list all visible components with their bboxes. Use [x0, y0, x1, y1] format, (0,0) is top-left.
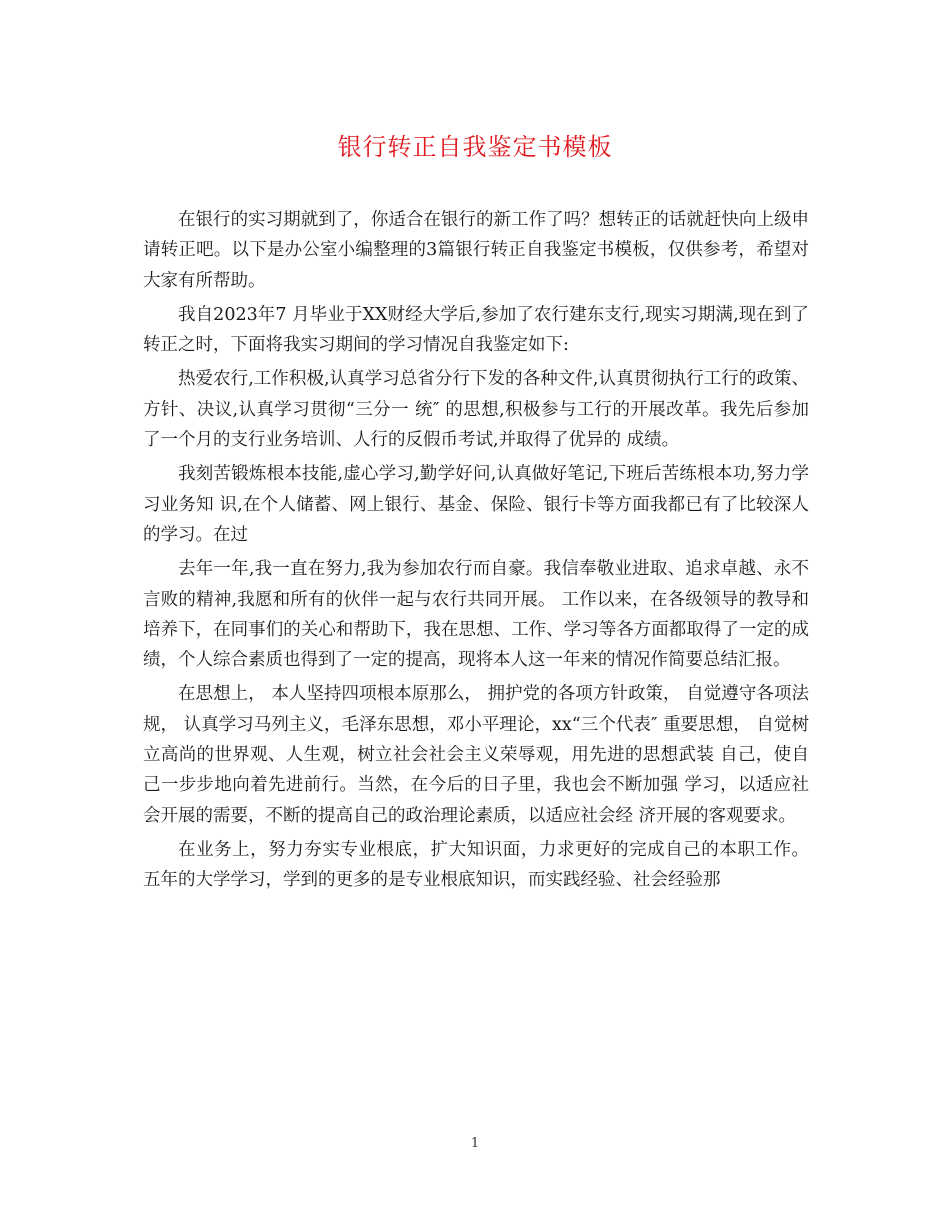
paragraph-skills: 我刻苦锻炼根本技能,虚心学习,勤学好问,认真做好笔记,下班后苦练根本功,努力学习业务知 识,在个人储蓄、网上银行、基金、保险、银行卡等方面我都已有了比较深人的学习。在过 — [143, 464, 809, 545]
paragraph-attitude: 热爱农行,工作积极,认真学习总省分行下发的各种文件,认真贯彻执行工行的政策、方针、决议,认真学习贯彻“三分一 统″ 的思想,积极参与工行的开展改革。我先后参加了一个月的支行业务培训、人行的反假币考试,并取得了优异的 成绩。 — [143, 369, 809, 451]
paragraph-graduation: 我自2023年7 月毕业于XX财经大学后,参加了农行建东支行,现实习期满,现在到了转正之时，下面将我实习期间的学习情况自我鉴定如下: — [143, 304, 809, 356]
paragraph-past-year: 去年一年,我一直在努力,我为参加农行而自豪。我信奉敬业进取、追求卓越、永不言败的精神,我愿和所有的伙伴一起与农行共同开展。 工作以来，在各级领导的教导和培养下，在同事们的关心和帮助下，我在思想、工作、学习等各方面都取得了一定的成绩，个人综合素质也得到了一定的提高，现将本人这一年来的情况作简要总结汇报。 — [143, 559, 809, 671]
page-number: 1 — [470, 1136, 480, 1151]
paragraph-business: 在业务上，努力夯实专业根底，扩大知识面，力求更好的完成自己的本职工作。 五年的大学学习，学到的更多的是专业根底知识，而实践经验、社会经验那 — [143, 839, 809, 891]
paragraph-intro: 在银行的实习期就到了，你适合在银行的新工作了吗？想转正的话就赶快向上级申请转正吧。以下是办公室小编整理的3篇银行转正自我鉴定书模板，仅供参考，希望对大家有所帮助。 — [143, 210, 809, 291]
document-body — [143, 205, 809, 900]
document-title: 银行转正自我鉴定书模板 — [337, 133, 613, 161]
paragraph-ideology: 在思想上， 本人坚持四项根本原那么， 拥护党的各项方针政策， 自觉遵守各项法规， 认真学习马列主义，毛泽东思想，邓小平理论，xx“三个代表″ 重要思想， 自觉树立高尚的世界观、人生观，树立社会社会主义荣辱观，用先进的思想武装 自己，使自己一步步地向着先进前行。当然，在今后的日子里，我也会不断加强 学习，以适应社会开展的需要，不断的提高自己的政治理论素质，以适应社会经 济开展的客观要求。 — [143, 684, 809, 826]
